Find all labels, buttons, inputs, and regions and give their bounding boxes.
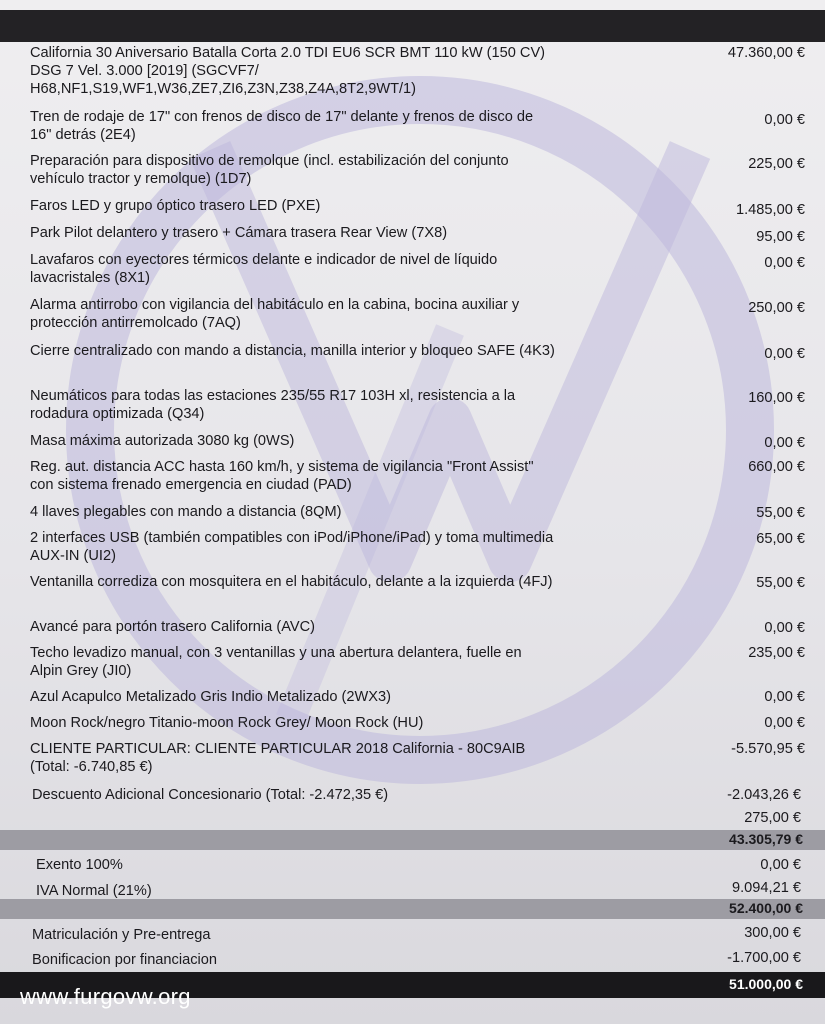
tax-description: Exento 100%	[36, 857, 123, 873]
line-item-description: California 30 Aniversario Batalla Corta 2.0 TDI EU6 SCR BMT 110 kW (150 CV) DSG 7 Vel. 3.000 [2019] (SGCVF7/ H68,NF1,S19,WF1,W36,ZE7,ZI6,Z3N,Z38,Z4A,8T2,9WT/1)	[30, 45, 546, 97]
extra-description: Bonificacion por financiacion	[32, 952, 217, 968]
line-item-amount: 275,00 €	[744, 810, 801, 826]
tax-description: IVA Normal (21%)	[36, 883, 152, 899]
line-item-amount: -2.043,26 €	[727, 787, 801, 803]
line-item-description: Reg. aut. distancia ACC hasta 160 km/h, y sistema de vigilancia "Front Assist" con sistema frenado emergencia en ciudad (PAD)	[30, 459, 534, 493]
line-item-amount: 160,00 €	[748, 390, 805, 406]
line-item-description: Park Pilot delantero y trasero + Cámara trasera Rear View (7X8)	[30, 225, 448, 241]
subtotal-bar	[0, 830, 825, 850]
extra-description: Matriculación y Pre-entrega	[32, 927, 211, 943]
line-item-description: Descuento Adicional Concesionario (Total: -2.472,35 €)	[32, 787, 389, 803]
line-item-amount: 0,00 €	[764, 715, 805, 731]
line-item-amount: -5.570,95 €	[731, 741, 805, 757]
tax-amount: 9.094,21 €	[732, 880, 801, 896]
line-item-description: 2 interfaces USB (también compatibles con iPod/iPhone/iPad) y toma multimedia AUX-IN (UI2)	[30, 530, 554, 564]
line-item-description: Techo levadizo manual, con 3 ventanillas y una abertura delantera, fuelle en Alpin Grey (JI0)	[30, 645, 522, 679]
line-item-description: Preparación para dispositivo de remolque (incl. estabilización del conjunto vehículo tractor y remolque) (1D7)	[30, 153, 509, 187]
line-item-amount: 0,00 €	[764, 689, 805, 705]
line-item-description: CLIENTE PARTICULAR: CLIENTE PARTICULAR 2018 California - 80C9AIB (Total: -6.740,85 €)	[30, 741, 526, 775]
line-item-amount: 0,00 €	[764, 346, 805, 362]
line-item-description: Neumáticos para todas las estaciones 235/55 R17 103H xl, resistencia a la rodadura optimizada (Q34)	[30, 388, 516, 422]
line-item-amount: 0,00 €	[764, 112, 805, 128]
extra-amount: -1.700,00 €	[727, 950, 801, 966]
line-item-amount: 0,00 €	[764, 255, 805, 271]
site-watermark-text: www.furgovw.org	[20, 984, 191, 1009]
extra-amount: 300,00 €	[744, 925, 801, 941]
line-item-amount: 0,00 €	[764, 620, 805, 636]
line-item-description: 4 llaves plegables con mando a distancia (8QM)	[30, 504, 342, 520]
line-item-amount: 95,00 €	[756, 229, 805, 245]
line-item-description: Lavafaros con eyectores térmicos delante e indicador de nivel de líquido lavacristales (8X1)	[30, 252, 498, 286]
header-bar	[0, 10, 825, 42]
line-item-amount: 225,00 €	[748, 156, 805, 172]
line-item-amount: 55,00 €	[756, 505, 805, 521]
line-item-amount: 65,00 €	[756, 531, 805, 547]
line-item-amount: 47.360,00 €	[727, 45, 805, 61]
line-item-description: Avancé para portón trasero California (AVC)	[30, 619, 315, 635]
line-item-description: Cierre centralizado con mando a distancia, manilla interior y bloqueo SAFE (4K3)	[30, 343, 555, 359]
line-item-description: Alarma antirrobo con vigilancia del habitáculo en la cabina, bocina auxiliar y protección antirremolcado (7AQ)	[30, 297, 520, 331]
line-item-description: Tren de rodaje de 17" con frenos de disco de 17" delante y frenos de disco de 16" detrás (2E4)	[30, 109, 534, 143]
total-with-tax-bar	[0, 899, 825, 919]
final-total-amount: 51.000,00 €	[729, 976, 803, 992]
line-item-amount: 235,00 €	[748, 645, 805, 661]
line-item-description: Faros LED y grupo óptico trasero LED (PXE)	[30, 198, 321, 214]
line-item-description: Ventanilla corrediza con mosquitera en el habitáculo, delante a la izquierda (4FJ)	[30, 574, 553, 590]
line-item-description: Moon Rock/negro Titanio-moon Rock Grey/ Moon Rock (HU)	[30, 715, 424, 731]
line-item-description: Masa máxima autorizada 3080 kg (0WS)	[30, 433, 295, 449]
subtotal-amount: 43.305,79 €	[729, 831, 803, 847]
line-item-amount: 0,00 €	[764, 435, 805, 451]
line-item-amount: 55,00 €	[756, 575, 805, 591]
tax-amount: 0,00 €	[760, 857, 801, 873]
line-item-amount: 250,00 €	[748, 300, 805, 316]
total-with-tax-amount: 52.400,00 €	[729, 900, 803, 916]
line-item-description: Azul Acapulco Metalizado Gris Indio Metalizado (2WX3)	[30, 689, 391, 705]
line-item-amount: 1.485,00 €	[736, 202, 805, 218]
line-item-amount: 660,00 €	[748, 459, 805, 475]
